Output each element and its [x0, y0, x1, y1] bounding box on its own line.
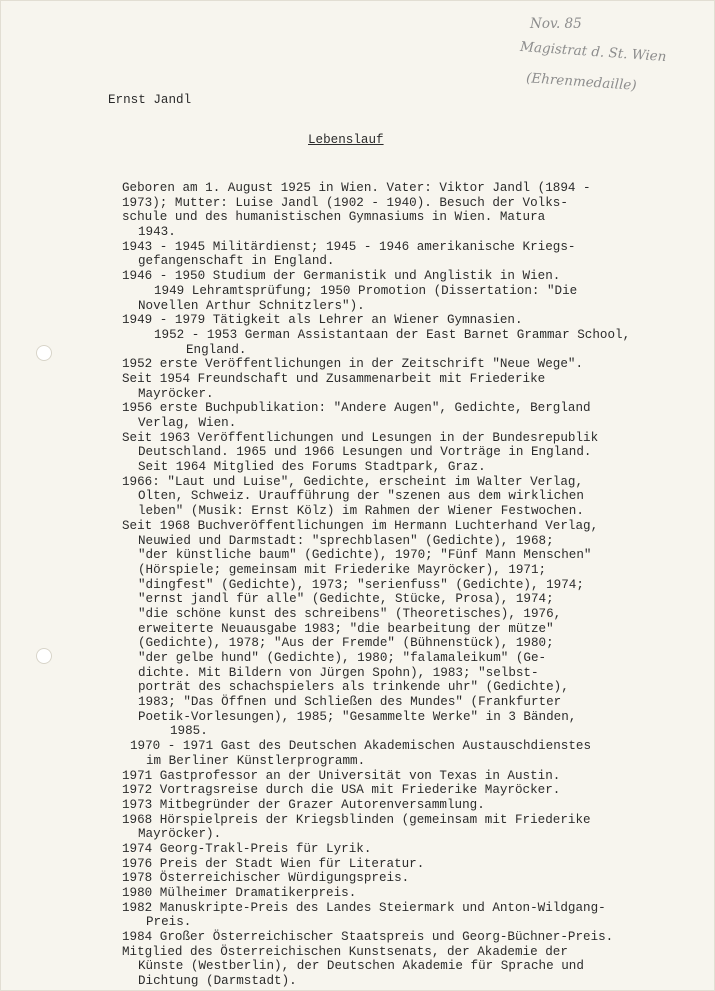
cv-line: Mayröcker). — [138, 827, 222, 842]
cv-line: Seit 1968 Buchveröffentlichungen im Hermann Luchterhand Verlag, — [122, 518, 599, 533]
cv-line: Novellen Arthur Schnitzlers"). — [138, 298, 365, 313]
cv-line: dichte. Mit Bildern von Jürgen Spohn), 1983; "selbst- — [138, 665, 539, 680]
cv-line: Künste (Westberlin), der Deutschen Akademie für Sprache und — [138, 959, 584, 974]
cv-line: "der gelbe hund" (Gedichte), 1980; "falamaleikum" (Ge- — [138, 651, 547, 665]
cv-line: (Gedichte), 1978; "Aus der Fremde" (Bühnenstück), 1980; — [138, 636, 554, 651]
cv-line: 1949 Lehramtsprüfung; 1950 Promotion (Dissertation: "Die — [154, 283, 578, 298]
cv-line: Olten, Schweiz. Uraufführung der "szenen aus dem wirklichen — [138, 489, 584, 504]
cv-line: 1968 Hörspielpreis der Kriegsblinden (gemeinsam mit Friederike — [122, 812, 591, 827]
cv-line: "die schöne kunst des schreibens" (Theoretisches), 1976, — [138, 606, 562, 621]
cv-line: gefangenschaft in England. — [138, 254, 335, 269]
author-name: Ernst Jandl — [108, 93, 192, 107]
annotation-award: (Ehrenmedaille) — [525, 70, 638, 94]
cv-line: Dichtung (Darmstadt). — [138, 974, 297, 989]
cv-line: 1971 Gastprofessor an der Universität von Texas in Austin. — [122, 768, 561, 783]
punch-hole-bottom — [36, 648, 52, 664]
cv-line: 1973); Mutter: Luise Jandl (1902 - 1940). Besuch der Volks- — [122, 195, 568, 210]
cv-line: 1966: "Laut und Luise", Gedichte, erscheint im Walter Verlag, — [122, 474, 584, 489]
cv-line: 1985. — [170, 724, 208, 739]
cv-line: 1983; "Das Öffnen und Schließen des Mundes" (Frankfurter — [138, 695, 562, 710]
cv-line: Seit 1954 Freundschaft und Zusammenarbeit mit Friederike — [122, 371, 546, 386]
cv-line: 1973 Mitbegründer der Grazer Autorenversammlung. — [122, 797, 485, 812]
cv-line: 1974 Georg-Trakl-Preis für Lyrik. — [122, 841, 372, 856]
cv-line: England. — [186, 342, 247, 357]
cv-line: Mayröcker. — [138, 386, 214, 401]
punch-hole-top — [36, 345, 52, 361]
cv-line: Mitglied des Österreichischen Kunstsenats, der Akademie der — [122, 944, 568, 959]
handwritten-annotation — [520, 14, 700, 110]
cv-line: Poetik-Vorlesungen), 1985; "Gesammelte Werke" in 3 Bänden, — [138, 709, 577, 724]
cv-line: 1978 Österreichischer Würdigungspreis. — [122, 871, 410, 886]
cv-line: 1949 - 1979 Tätigkeit als Lehrer an Wiener Gymnasien. — [122, 313, 523, 328]
cv-line: 1982 Manuskripte-Preis des Landes Steiermark und Anton-Wildgang- — [122, 900, 606, 915]
cv-line: leben" (Musik: Ernst Kölz) im Rahmen der Wiener Festwochen. — [138, 504, 584, 519]
cv-line: Preis. — [146, 915, 192, 930]
annotation-date: Nov. 85 — [530, 16, 582, 32]
cv-line: 1952 erste Veröffentlichungen in der Zeitschrift "Neue Wege". — [122, 357, 584, 372]
cv-line: (Hörspiele; gemeinsam mit Friederike Mayröcker), 1971; — [138, 562, 547, 577]
cv-line: 1946 - 1950 Studium der Germanistik und Anglistik in Wien. — [122, 269, 561, 284]
cv-line: Seit 1964 Mitglied des Forums Stadtpark, Graz. — [138, 460, 486, 475]
cv-line: Verlag, Wien. — [138, 416, 237, 430]
cv-line: im Berliner Künstlerprogramm. — [146, 753, 366, 768]
cv-line: 1980 Mülheimer Dramatikerpreis. — [122, 886, 357, 900]
cv-line: 1976 Preis der Stadt Wien für Literatur. — [122, 856, 425, 871]
document-title: Lebenslauf — [308, 133, 384, 147]
cv-line: 1956 erste Buchpublikation: "Andere Augen", Gedichte, Bergland — [122, 401, 591, 416]
cv-line: Geboren am 1. August 1925 in Wien. Vater: Viktor Jandl (1894 - — [122, 181, 591, 195]
cv-line: Deutschland. 1965 und 1966 Lesungen und Vorträge in England. — [138, 445, 592, 460]
cv-line: schule und des humanistischen Gymnasiums in Wien. Matura — [122, 210, 546, 225]
annotation-recipient: Magistrat d. St. Wien — [519, 38, 667, 66]
cv-line: erweiterte Neuausgabe 1983; "die bearbeitung der mütze" — [138, 621, 554, 636]
cv-line: "dingfest" (Gedichte), 1973; "serienfuss" (Gedichte), 1974; — [138, 577, 584, 592]
cv-body — [122, 181, 692, 989]
cv-line: 1970 - 1971 Gast des Deutschen Akademischen Austauschdienstes — [130, 739, 592, 754]
cv-line: 1972 Vortragsreise durch die USA mit Friederike Mayröcker. — [122, 783, 561, 798]
cv-line: 1943 - 1945 Militärdienst; 1945 - 1946 amerikanische Kriegs- — [122, 239, 576, 254]
cv-line: Seit 1963 Veröffentlichungen und Lesungen in der Bundesrepublik — [122, 430, 599, 445]
cv-line: 1984 Großer Österreichischer Staatspreis und Georg-Büchner-Preis. — [122, 930, 614, 945]
cv-line: porträt des schachspielers als trinkende uhr" (Gedichte), — [138, 680, 569, 695]
cv-line: "der künstliche baum" (Gedichte), 1970; "Fünf Mann Menschen" — [138, 548, 592, 563]
cv-line: "ernst jandl für alle" (Gedichte, Stücke, Prosa), 1974; — [138, 592, 554, 607]
cv-line: Neuwied und Darmstadt: "sprechblasen" (Gedichte), 1968; — [138, 533, 554, 548]
cv-line: 1943. — [138, 225, 176, 240]
cv-line: 1952 - 1953 German Assistantaan der East Barnet Grammar School, — [154, 327, 631, 342]
